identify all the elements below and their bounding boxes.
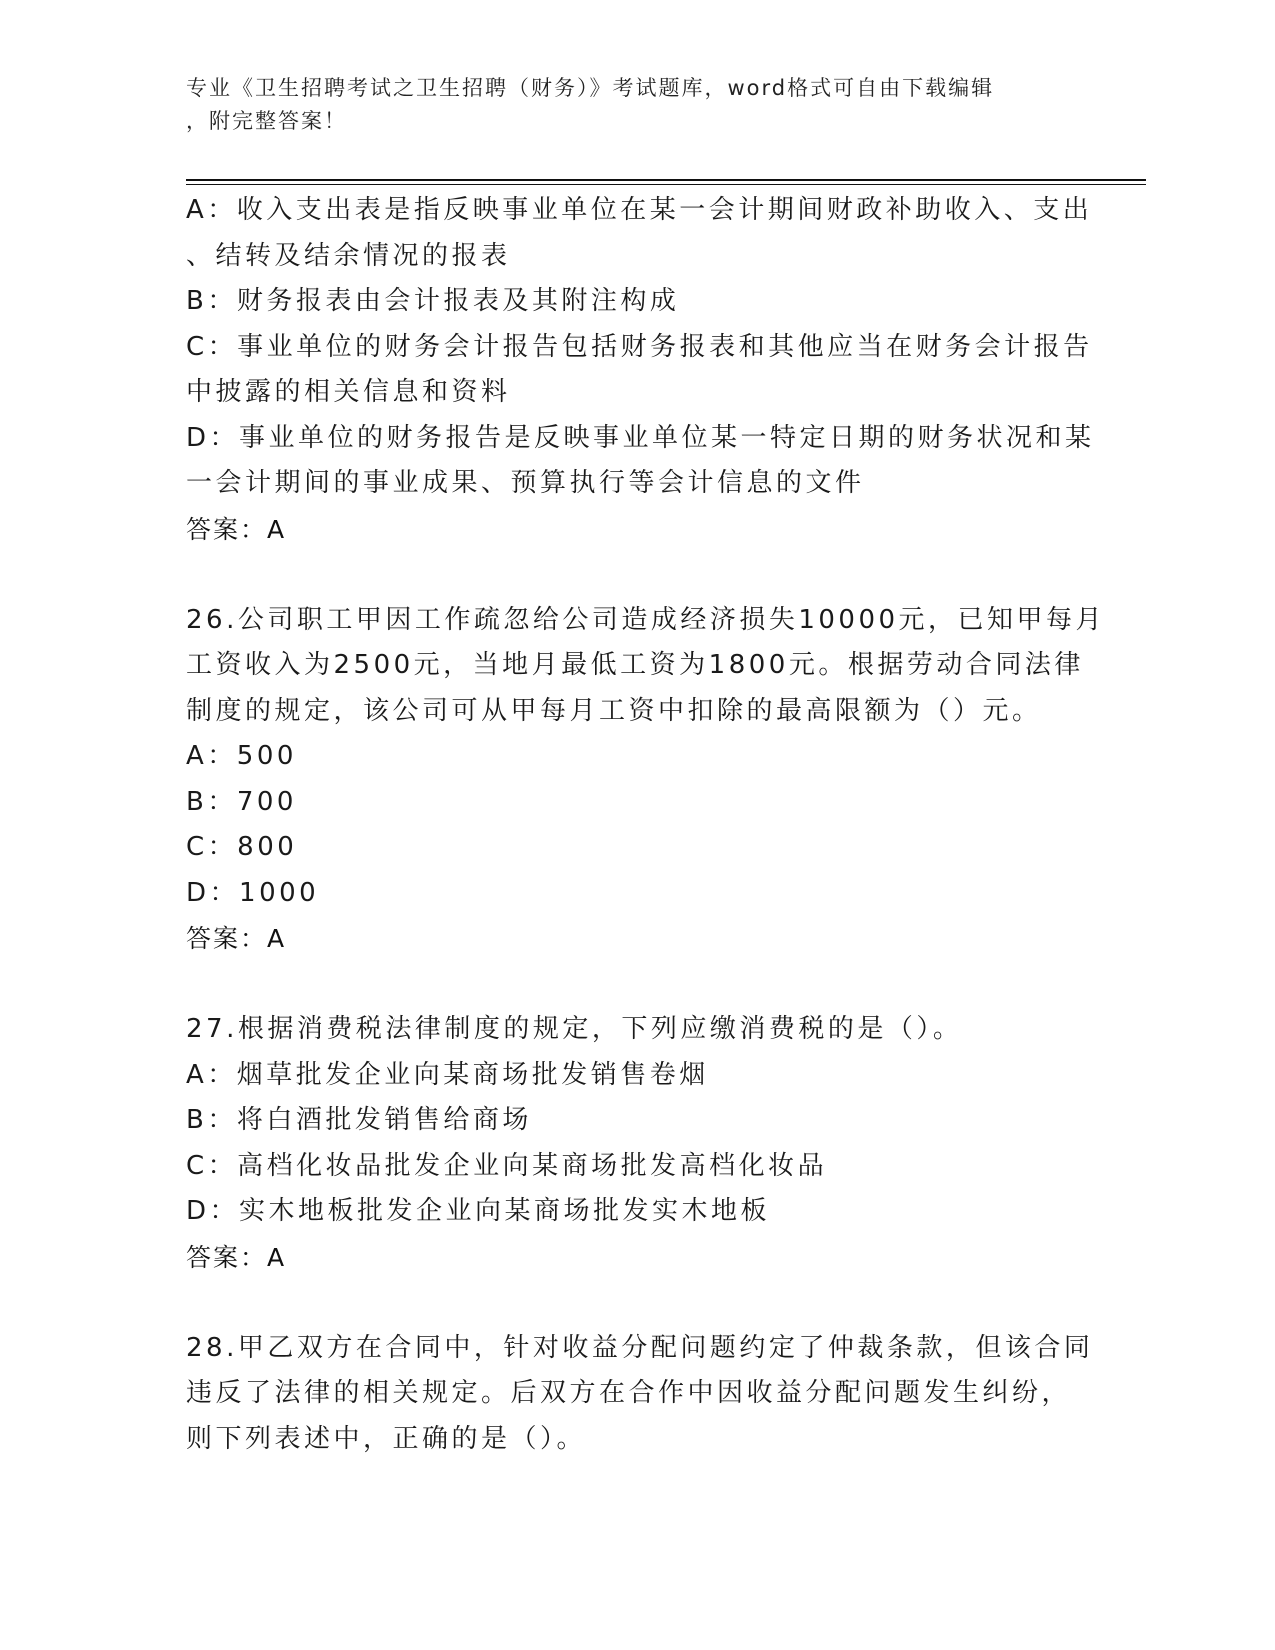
question-28 bbox=[186, 1326, 1094, 1463]
option-b: B：将白酒批发销售给商场 bbox=[186, 1105, 532, 1135]
question-text-line-2: 违反了法律的相关规定。后双方在合作中因收益分配问题发生纠纷， bbox=[186, 1378, 1072, 1408]
header-title-line-2: ，附完整答案！ bbox=[186, 109, 347, 133]
question-list bbox=[186, 188, 1106, 1462]
answer: 答案：A bbox=[186, 1242, 287, 1272]
option-d-line-1: D：事业单位的财务报告是反映事业单位某一特定日期的财务状况和某 bbox=[186, 422, 1095, 453]
option-a: A：烟草批发企业向某商场批发销售卷烟 bbox=[186, 1059, 709, 1090]
option-d-line-2: 一会计期间的事业成果、预算执行等会计信息的文件 bbox=[186, 468, 865, 498]
option-a-line-1: A：收入支出表是指反映事业单位在某一会计期间财政补助收入、支出 bbox=[186, 195, 1093, 225]
option-a: A：500 bbox=[186, 741, 297, 771]
question-text-line-3: 则下列表述中，正确的是（）。 bbox=[186, 1423, 587, 1454]
option-a-line-2: 、结转及结余情况的报表 bbox=[186, 240, 511, 271]
question-26 bbox=[186, 598, 1106, 962]
question-25 bbox=[186, 188, 1095, 552]
header-title-line-1: 专业《卫生招聘考试之卫生招聘（财务）》考试题库，word格式可自由下载编辑 bbox=[186, 76, 995, 100]
header-divider-thin bbox=[186, 184, 1146, 185]
question-text-line-1: 28.甲乙双方在合同中，针对收益分配问题约定了仲裁条款，但该合同 bbox=[186, 1332, 1094, 1363]
option-c-line-2: 中披露的相关信息和资料 bbox=[186, 377, 511, 407]
answer: 答案：A bbox=[186, 514, 287, 544]
option-b: B：700 bbox=[186, 786, 297, 817]
question-27 bbox=[186, 1007, 1086, 1280]
spacer bbox=[186, 962, 1086, 1008]
question-text-line-3: 制度的规定，该公司可从甲每月工资中扣除的最高限额为（）元。 bbox=[186, 695, 1042, 726]
option-c-line-1: C：事业单位的财务会计报告包括财务报表和其他应当在财务会计报告 bbox=[186, 331, 1093, 362]
option-d: D：实木地板批发企业向某商场批发实木地板 bbox=[186, 1196, 771, 1226]
document-header bbox=[186, 72, 1066, 138]
answer: 答案：A bbox=[186, 924, 287, 953]
header-divider-thick bbox=[186, 179, 1146, 181]
spacer bbox=[186, 552, 1086, 598]
question-text-line-1: 26.公司职工甲因工作疏忽给公司造成经济损失10000元，已知甲每月 bbox=[186, 604, 1106, 635]
spacer bbox=[186, 1280, 1086, 1326]
question-text-line-2: 工资收入为2500元，当地月最低工资为1800元。根据劳动合同法律 bbox=[186, 650, 1084, 680]
option-c: C：高档化妆品批发企业向某商场批发高档化妆品 bbox=[186, 1150, 828, 1181]
option-c: C：800 bbox=[186, 832, 298, 862]
option-d: D：1000 bbox=[186, 877, 320, 908]
option-b: B：财务报表由会计报表及其附注构成 bbox=[186, 286, 680, 316]
question-text-line-1: 27.根据消费税法律制度的规定，下列应缴消费税的是（）。 bbox=[186, 1014, 963, 1044]
